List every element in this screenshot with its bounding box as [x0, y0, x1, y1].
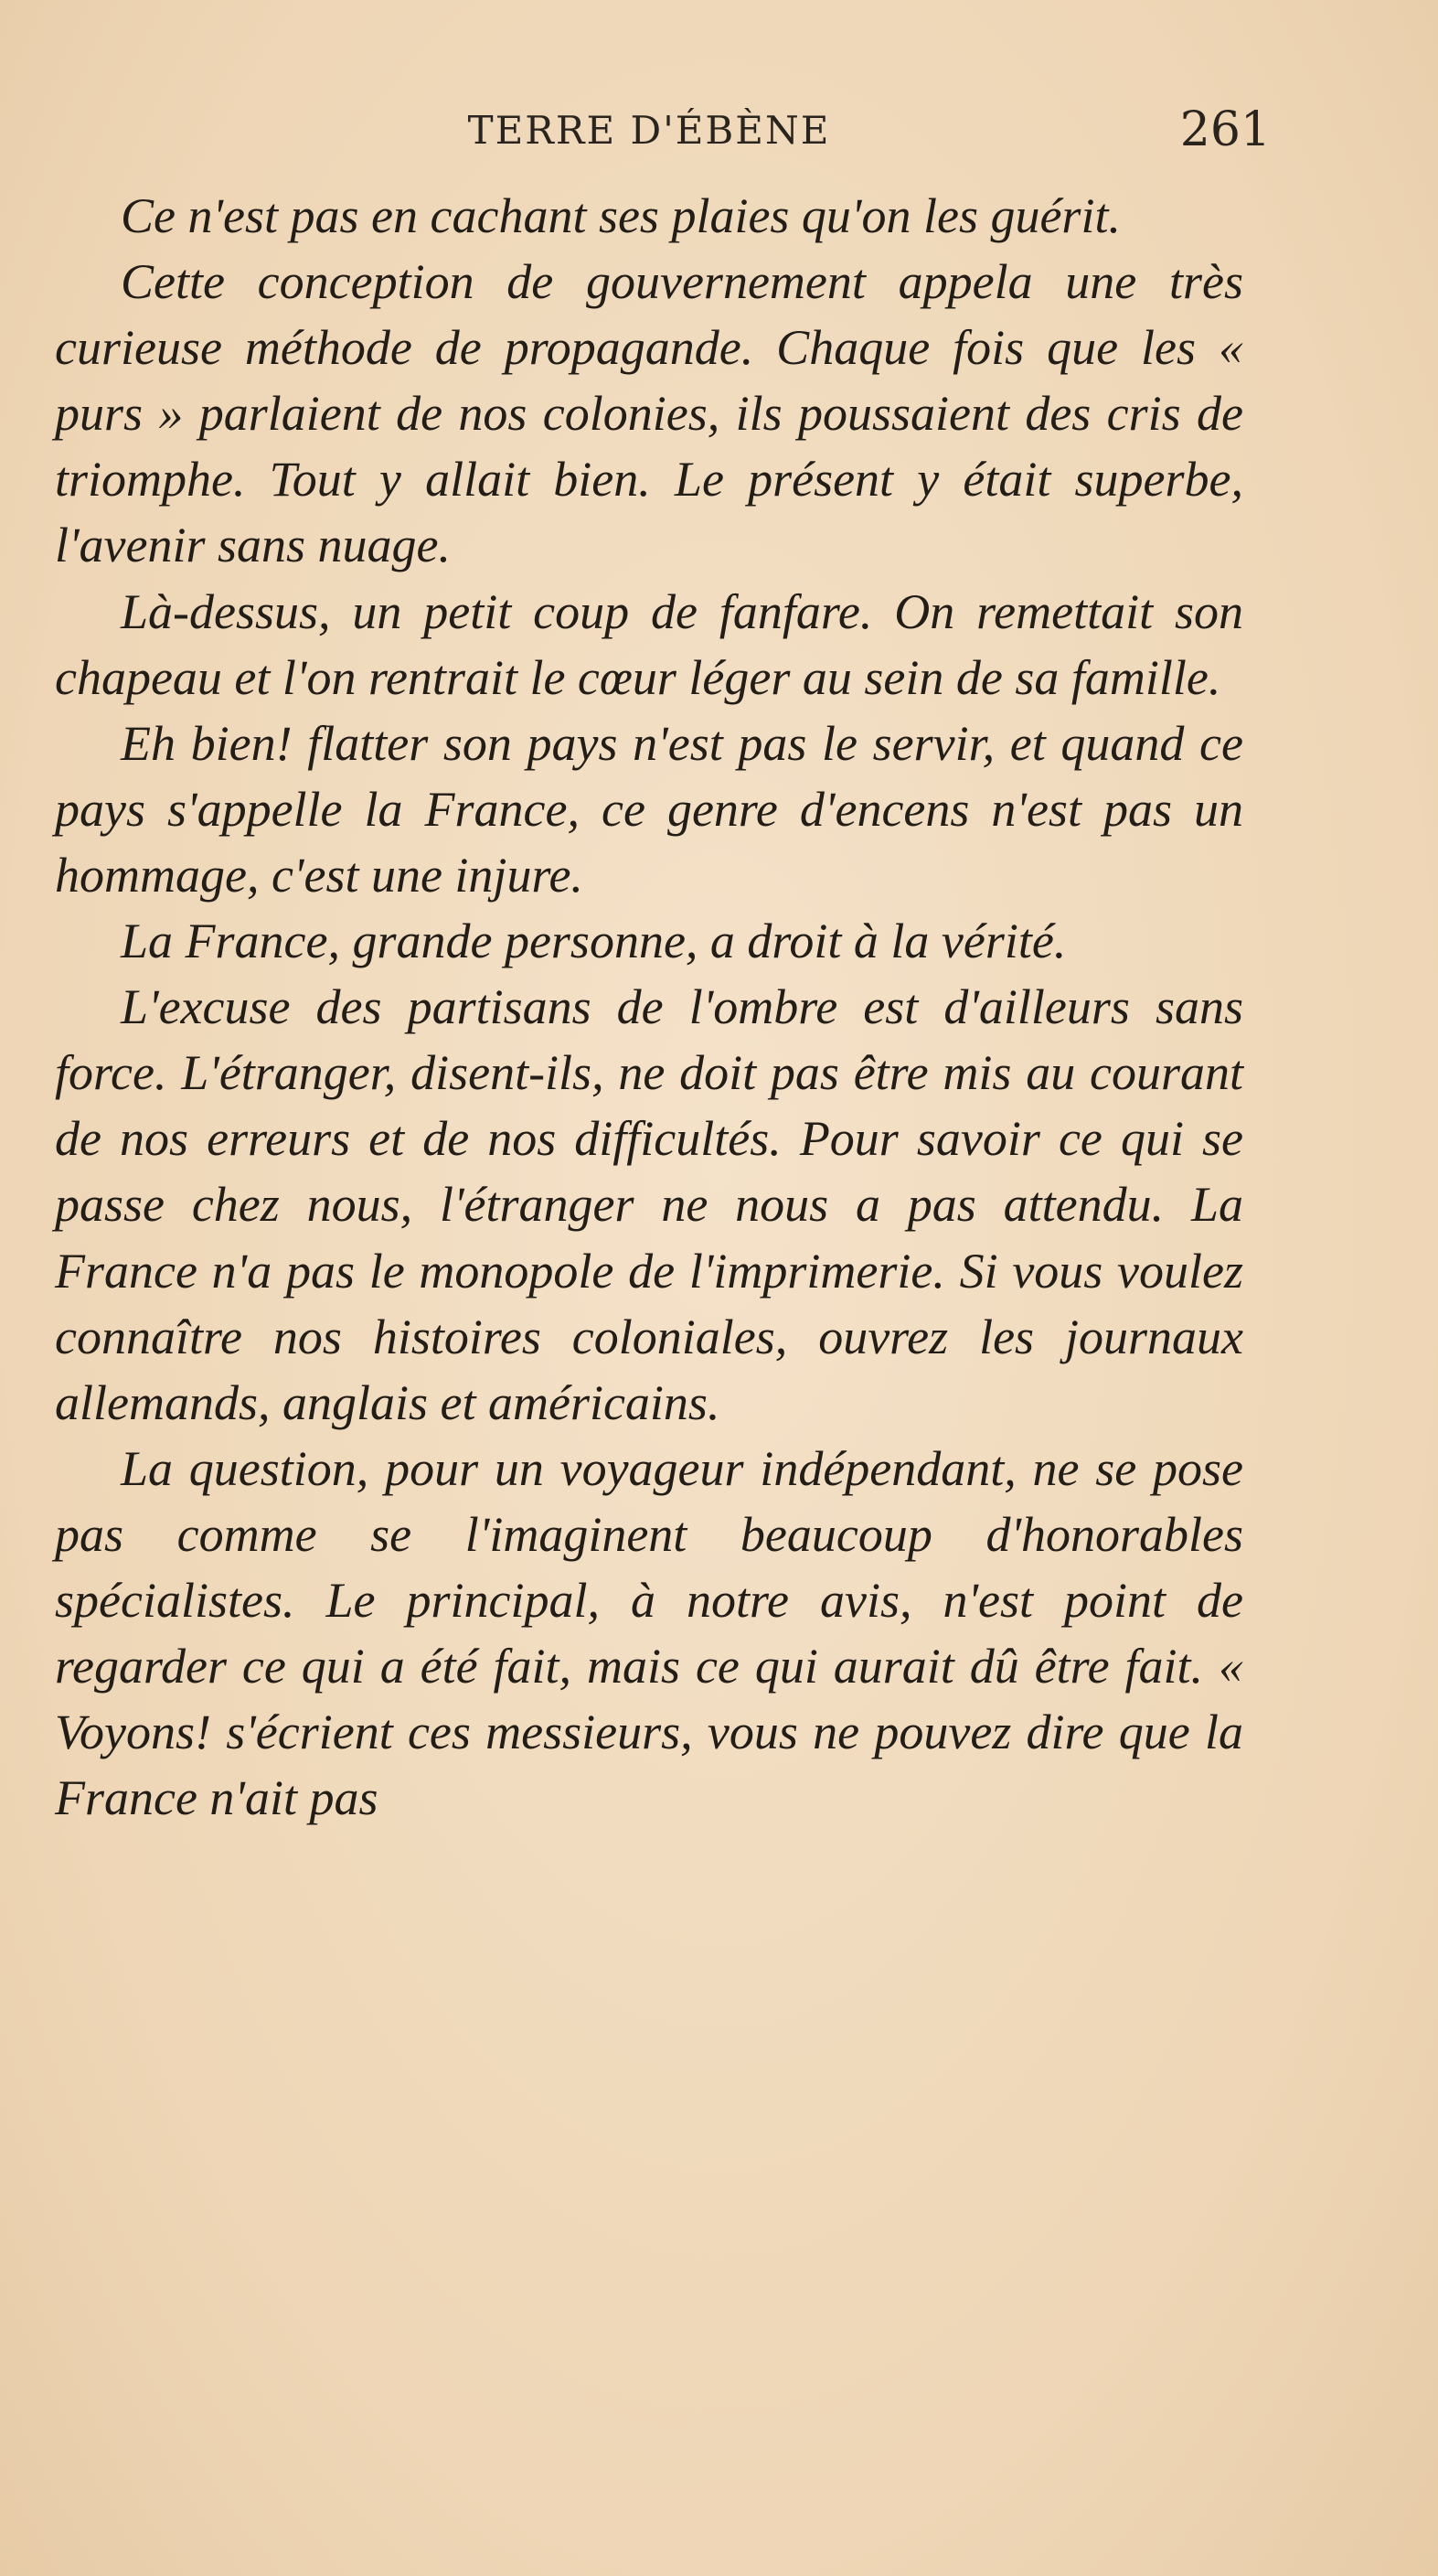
paragraph: Eh bien! flatter son pays n'est pas le servir, et quand ce pays s'appelle la France, ce genre d'encens n'est pas un hommage, c'est une injure.: [55, 715, 1243, 903]
page-header: [55, 99, 1271, 163]
running-title: TERRE D'ÉBÈNE: [467, 108, 831, 153]
paragraph: La question, pour un voyageur indépendant, ne se pose pas comme se l'imaginent beaucoup d'honorables spécialistes. Le principal, à notre avis, n'est point de regarder ce qui a été fait, mais ce qui aurait dû être fait. « Voyons! s'écrient ces messieurs, vous ne pouvez dire que la France n'ait pas: [55, 1440, 1243, 1826]
body-text: [55, 183, 1243, 1831]
paragraph: Cette conception de gouvernement appela une très curieuse méthode de propagande. Chaque fois que les « purs » parlaient de nos colonies, ils poussaient des cris de triomphe. Tout y allait bien. Le présent y était superbe, l'avenir sans nuage.: [55, 254, 1243, 573]
paragraph: Ce n'est pas en cachant ses plaies qu'on les guérit.: [121, 188, 1121, 243]
page-number: 261: [1179, 102, 1271, 157]
paragraph: L'excuse des partisans de l'ombre est d'ailleurs sans force. L'étranger, disent-ils, ne doit pas être mis au courant de nos erreurs et de nos difficultés. Pour savoir ce qui se passe chez nous, l'étranger ne nous a pas attendu. La France n'a pas le monopole de l'imprimerie. Si vous voulez connaître nos histoires coloniales, ouvrez les journaux allemands, anglais et américains.: [55, 979, 1243, 1430]
paragraph: La France, grande personne, a droit à la vérité.: [121, 914, 1067, 969]
paragraph: Là-dessus, un petit coup de fanfare. On remettait son chapeau et l'on rentrait le cœur léger au sein de sa famille.: [55, 583, 1243, 705]
